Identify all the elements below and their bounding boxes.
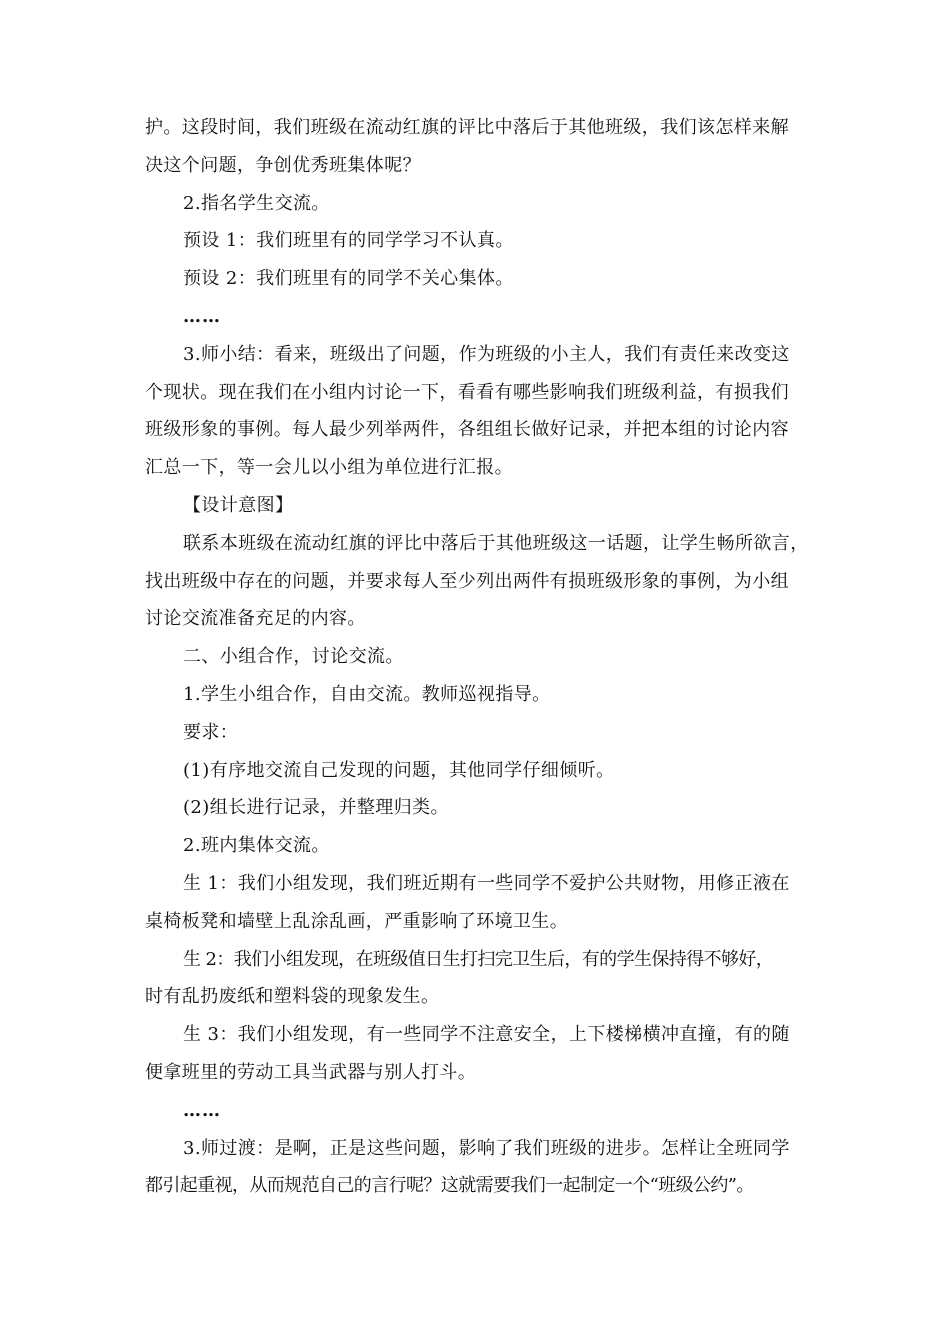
section-heading: 【设计意图】 xyxy=(183,494,294,516)
paragraph-line: 联系本班级在流动红旗的评比中落后于其他班级这一话题，让学生畅所欲言， xyxy=(183,532,809,554)
list-item: (1)有序地交流自己发现的问题，其他同学仔细倾听。 xyxy=(183,759,615,781)
paragraph-line: 汇总一下，等一会儿以小组为单位进行汇报。 xyxy=(145,457,513,479)
document-body xyxy=(145,109,810,1205)
paragraph-line: 预设 1：我们班里有的同学学习不认真。 xyxy=(183,230,514,252)
paragraph-line: 班级形象的事例。每人最少列举两件，各组组长做好记录，并把本组的讨论内容 xyxy=(145,419,789,441)
paragraph-line: 生 2：我们小组发现，在班级值日生打扫完卫生后，有的学生保持得不够好， xyxy=(183,948,774,970)
list-item: (2)组长进行记录，并整理归类。 xyxy=(183,797,449,819)
paragraph-line: 都引起重视，从而规范自己的言行呢？这就需要我们一起制定一个“班级公约”。 xyxy=(145,1175,754,1197)
paragraph-line: 时有乱扔废纸和塑料袋的现象发生。 xyxy=(145,986,440,1008)
paragraph-line: 预设 2：我们班里有的同学不关心集体。 xyxy=(183,268,514,290)
paragraph-line: 讨论交流准备充足的内容。 xyxy=(145,608,366,630)
paragraph-line: 要求： xyxy=(183,721,239,743)
paragraph-line: 找出班级中存在的问题，并要求每人至少列出两件有损班级形象的事例，为小组 xyxy=(145,570,789,592)
paragraph-line: 2.指名学生交流。 xyxy=(183,192,330,214)
paragraph-line: 2.班内集体交流。 xyxy=(183,835,330,857)
paragraph-line: 个现状。现在我们在小组内讨论一下，看看有哪些影响我们班级利益，有损我们 xyxy=(145,381,789,403)
ellipsis-line: …… xyxy=(183,305,221,327)
paragraph-line: 便拿班里的劳动工具当武器与别人打斗。 xyxy=(145,1061,477,1083)
ellipsis-line: …… xyxy=(183,1099,221,1121)
paragraph-line: 1.学生小组合作，自由交流。教师巡视指导。 xyxy=(183,683,551,705)
paragraph-line: 决这个问题，争创优秀班集体呢？ xyxy=(145,154,421,176)
paragraph-line: 生 3：我们小组发现，有一些同学不注意安全，上下楼梯横冲直撞，有的随 xyxy=(183,1024,790,1046)
paragraph-line: 3.师过渡：是啊，正是这些问题，影响了我们班级的进步。怎样让全班同学 xyxy=(183,1137,790,1159)
paragraph-line: 3.师小结：看来，班级出了问题，作为班级的小主人，我们有责任来改变这 xyxy=(183,343,790,365)
section-heading: 二、小组合作，讨论交流。 xyxy=(183,646,404,668)
paragraph-line: 桌椅板凳和墙壁上乱涂乱画，严重影响了环境卫生。 xyxy=(145,910,569,932)
paragraph-line: 护。这段时间，我们班级在流动红旗的评比中落后于其他班级，我们该怎样来解 xyxy=(145,117,789,138)
paragraph-line: 生 1：我们小组发现，我们班近期有一些同学不爱护公共财物，用修正液在 xyxy=(183,872,790,894)
